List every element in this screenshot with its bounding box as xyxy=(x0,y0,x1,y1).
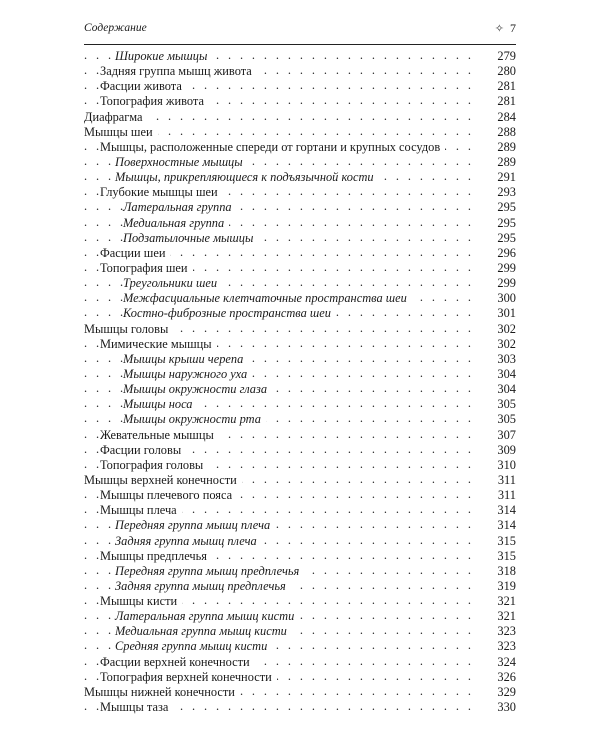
toc-entry-page: 326 xyxy=(493,670,516,685)
toc-entry[interactable] xyxy=(84,94,516,109)
toc-entry-page: 310 xyxy=(493,458,516,473)
toc-entry-title: Мышцы окружности глаза xyxy=(123,382,272,396)
toc-entry[interactable] xyxy=(84,79,516,94)
toc-entry-page: 302 xyxy=(493,337,516,352)
toc-entry-page: 291 xyxy=(493,170,516,185)
toc-entry[interactable] xyxy=(84,458,516,473)
toc-entry-page: 307 xyxy=(493,428,516,443)
toc-entry-title: Подзатылочные мышцы xyxy=(123,231,258,245)
toc-entry[interactable] xyxy=(84,700,516,715)
toc-entry[interactable] xyxy=(84,428,516,443)
toc-entry-title: Мышцы кисти xyxy=(100,594,182,608)
toc-entry-title: Задняя группа мышц плеча xyxy=(115,534,262,548)
toc-entry[interactable] xyxy=(84,155,516,170)
toc-entry[interactable] xyxy=(84,518,516,533)
toc-entry[interactable] xyxy=(84,579,516,594)
toc-entry-title: Мышцы нижней конечности xyxy=(84,685,240,699)
toc-entry-page: 304 xyxy=(493,367,516,382)
toc-entry-title: Латеральная группа мышц кисти xyxy=(115,609,299,623)
toc-entry-title: Задняя группа мышц живота xyxy=(100,64,257,78)
toc-entry[interactable] xyxy=(84,276,516,291)
toc-entry-title: Мышцы верхней конечности xyxy=(84,473,242,487)
toc-entry-page: 301 xyxy=(493,306,516,321)
toc-entry-title: Жевательные мышцы xyxy=(100,428,219,442)
toc-entry[interactable] xyxy=(84,624,516,639)
toc-entry[interactable] xyxy=(84,216,516,231)
toc-entry-page: 304 xyxy=(493,382,516,397)
header-title: Содержание xyxy=(84,22,147,34)
toc-entry[interactable] xyxy=(84,352,516,367)
toc-entry-title: Фасции живота xyxy=(100,79,187,93)
toc-entry-page: 295 xyxy=(493,200,516,215)
toc-entry-title: Широкие мышцы xyxy=(115,49,212,63)
toc-entry[interactable] xyxy=(84,322,516,337)
toc-entry-page: 281 xyxy=(493,79,516,94)
toc-entry-page: 279 xyxy=(493,49,516,64)
toc-entry-page: 293 xyxy=(493,185,516,200)
toc-entry[interactable] xyxy=(84,488,516,503)
toc-entry-page: 321 xyxy=(493,609,516,624)
toc-entry-title: Мышцы предплечья xyxy=(100,549,212,563)
toc-entry-title: Мимические мышцы xyxy=(100,337,217,351)
toc-entry-title: Фасции головы xyxy=(100,443,186,457)
toc-entry[interactable] xyxy=(84,49,516,64)
toc-entry-page: 284 xyxy=(493,110,516,125)
toc-entry[interactable] xyxy=(84,670,516,685)
toc-entry-page: 296 xyxy=(493,246,516,261)
toc-entry-title: Топография верхней конечности xyxy=(100,670,277,684)
toc-entry-title: Фасции верхней конечности xyxy=(100,655,255,669)
toc-entry[interactable] xyxy=(84,412,516,427)
toc-entry[interactable] xyxy=(84,594,516,609)
toc-entry-title: Передняя группа мышц предплечья xyxy=(115,564,304,578)
toc-entry[interactable] xyxy=(84,200,516,215)
toc-entry[interactable] xyxy=(84,503,516,518)
toc-entry-page: 281 xyxy=(493,94,516,109)
toc-entry[interactable] xyxy=(84,125,516,140)
toc-entry-title: Мышцы плеча xyxy=(100,503,182,517)
toc-entry-page: 280 xyxy=(493,64,516,79)
toc-entry[interactable] xyxy=(84,170,516,185)
toc-entry-title: Диафрагма xyxy=(84,110,147,124)
toc-entry-title: Мышцы, прикрепляющиеся к подъязычной кости xyxy=(115,170,379,184)
header-page xyxy=(495,21,516,36)
toc-entry[interactable] xyxy=(84,140,516,155)
toc-entry-page: 321 xyxy=(493,594,516,609)
toc-entry-page: 299 xyxy=(493,261,516,276)
toc-entry-title: Топография головы xyxy=(100,458,208,472)
toc-entry-page: 314 xyxy=(493,503,516,518)
toc-entry-page: 302 xyxy=(493,322,516,337)
toc-entry-title: Латеральная группа xyxy=(123,200,237,214)
toc-entry-title: Мышцы окружности рта xyxy=(123,412,266,426)
toc-entry-title: Мышцы, расположенные спереди от гортани и крупных сосудов xyxy=(100,140,445,154)
toc-entry[interactable] xyxy=(84,261,516,276)
toc-entry[interactable] xyxy=(84,246,516,261)
toc-entry-page: 323 xyxy=(493,624,516,639)
toc-entry-page: 329 xyxy=(493,685,516,700)
toc-entry-page: 309 xyxy=(493,443,516,458)
toc-entry-title: Топография живота xyxy=(100,94,209,108)
toc-entry[interactable] xyxy=(84,64,516,79)
toc-entry-page: 318 xyxy=(493,564,516,579)
toc-entry[interactable] xyxy=(84,639,516,654)
toc-entry-page: 295 xyxy=(493,216,516,231)
toc-entry-title: Средняя группа мышц кисти xyxy=(115,639,272,653)
toc-entry-page: 315 xyxy=(493,534,516,549)
toc-entry[interactable] xyxy=(84,534,516,549)
toc-entry[interactable] xyxy=(84,443,516,458)
toc-entry-title: Передняя группа мышц плеча xyxy=(115,518,275,532)
toc-entry[interactable] xyxy=(84,382,516,397)
toc-entry-page: 305 xyxy=(493,412,516,427)
toc-entry-title: Мышцы носа xyxy=(123,397,197,411)
toc-entry[interactable] xyxy=(84,655,516,670)
toc-entry-page: 314 xyxy=(493,518,516,533)
toc-entry-title: Фасции шеи xyxy=(100,246,170,260)
toc-entry-title: Мышцы наружного уха xyxy=(123,367,252,381)
toc-entry-title: Межфасциальные клетчаточные пространства шеи xyxy=(123,291,412,305)
toc-entry[interactable] xyxy=(84,185,516,200)
toc-entry-page: 315 xyxy=(493,549,516,564)
toc-entry[interactable] xyxy=(84,231,516,246)
toc-entry-title: Задняя группа мышц предплечья xyxy=(115,579,291,593)
toc-entry-page: 305 xyxy=(493,397,516,412)
toc-entry-page: 324 xyxy=(493,655,516,670)
toc-entry-page: 295 xyxy=(493,231,516,246)
toc-entry-title: Поверхностные мышцы xyxy=(115,155,248,169)
toc-entry-page: 299 xyxy=(493,276,516,291)
toc-entry-page: 300 xyxy=(493,291,516,306)
toc-entry[interactable] xyxy=(84,685,516,700)
toc-entry-title: Мышцы головы xyxy=(84,322,173,336)
toc-entry-page: 303 xyxy=(493,352,516,367)
toc-entry-page: 289 xyxy=(493,155,516,170)
toc-entry-title: Мышцы крыши черепа xyxy=(123,352,248,366)
toc-entry-title: Медиальная группа мышц кисти xyxy=(115,624,292,638)
toc-entry-page: 319 xyxy=(493,579,516,594)
toc-entry-title: Костно-фиброзные пространства шеи xyxy=(123,306,336,320)
toc-entry[interactable] xyxy=(84,291,516,306)
toc-entry[interactable] xyxy=(84,473,516,488)
ornament-icon: ✧ xyxy=(494,23,504,35)
toc-entry-title: Мышцы таза xyxy=(100,700,173,714)
toc-entry[interactable] xyxy=(84,609,516,624)
toc-entry[interactable] xyxy=(84,397,516,412)
toc-entry[interactable] xyxy=(84,110,516,125)
toc-entry-page: 288 xyxy=(493,125,516,140)
toc-entry-title: Топография шеи xyxy=(100,261,193,275)
toc-entry-title: Медиальная группа xyxy=(123,216,229,230)
toc-entry-title: Мышцы плечевого пояса xyxy=(100,488,237,502)
running-header xyxy=(84,20,516,45)
toc-entry-title: Глубокие мышцы шеи xyxy=(100,185,223,199)
table-of-contents xyxy=(84,49,516,715)
toc-entry-page: 311 xyxy=(494,488,516,503)
header-page-number: 7 xyxy=(510,21,516,35)
toc-entry[interactable] xyxy=(84,564,516,579)
toc-entry-page: 330 xyxy=(493,700,516,715)
toc-entry-page: 311 xyxy=(494,473,516,488)
toc-entry-title: Треугольники шеи xyxy=(123,276,222,290)
toc-entry[interactable] xyxy=(84,337,516,352)
toc-entry[interactable] xyxy=(84,306,516,321)
toc-entry[interactable] xyxy=(84,367,516,382)
toc-entry-page: 289 xyxy=(493,140,516,155)
toc-entry[interactable] xyxy=(84,549,516,564)
toc-entry-page: 323 xyxy=(493,639,516,654)
toc-entry-title: Мышцы шеи xyxy=(84,125,158,139)
